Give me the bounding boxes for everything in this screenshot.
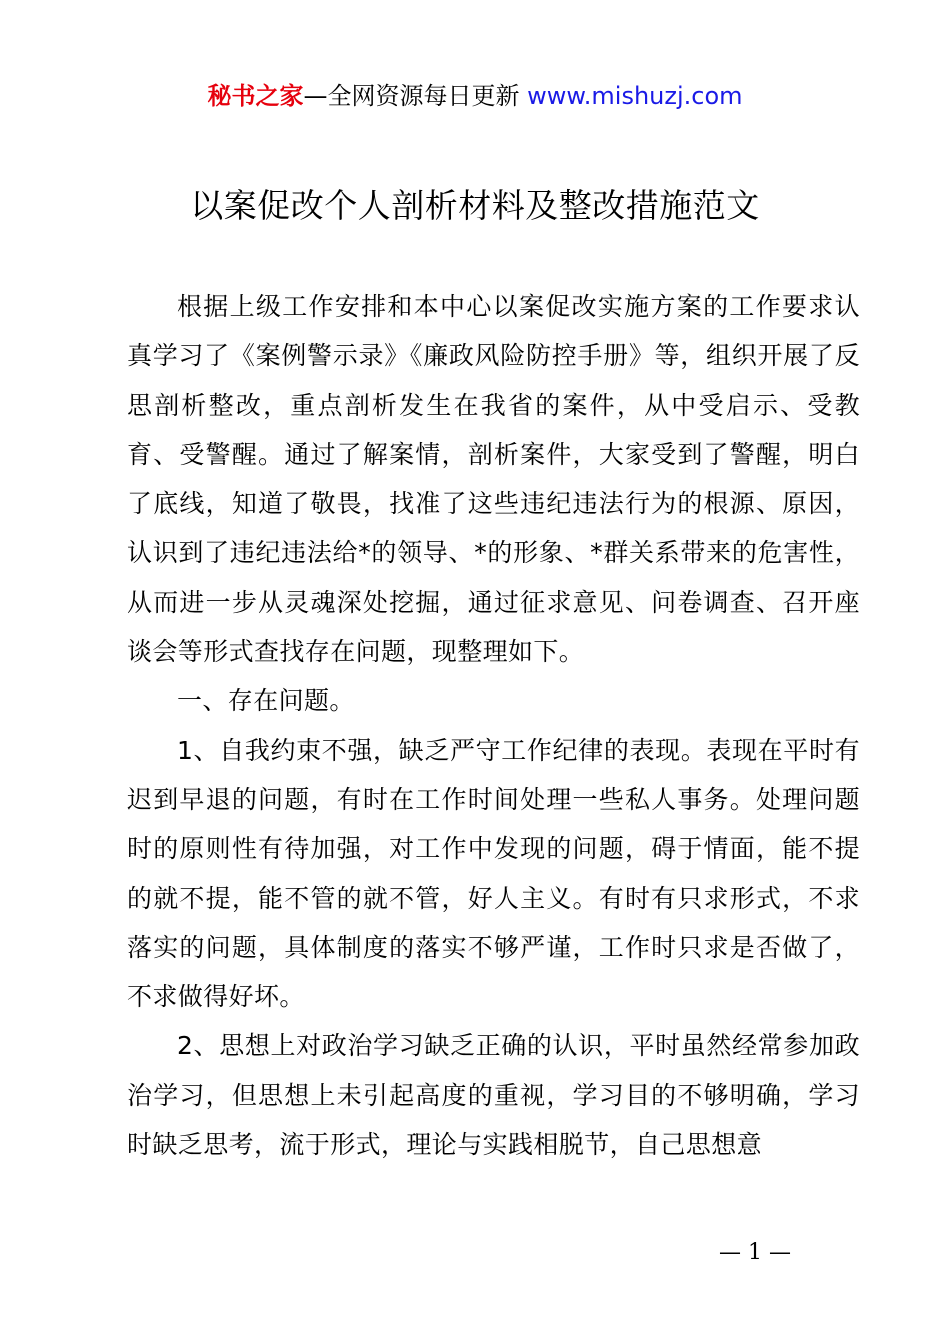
site-brand: 秘书之家 — [207, 82, 304, 110]
document-body — [127, 282, 860, 1169]
section-heading-problems: 一、存在问题。 — [177, 686, 355, 716]
paragraph-problem-2: 2、思想上对政治学习缺乏正确的认识，平时虽然经常参加政治学习，但思想上未引起高度的重视，学习目的不够明确，学习时缺乏思考，流于形式，理论与实践相脱节，自己思想意 — [127, 1031, 860, 1160]
site-tagline: —全网资源每日更新 — [303, 82, 520, 110]
site-url-link[interactable]: www.mishuzj.com — [527, 82, 743, 110]
paragraph-intro: 根据上级工作安排和本中心以案促改实施方案的工作要求认真学习了《案例警示录》《廉政风险防控手册》等，组织开展了反思剖析整改，重点剖析发生在我省的案件，从中受启示、受教育、受警醒。通过了解案情，剖析案件，大家受到了警醒，明白了底线，知道了敬畏，找准了这些违纪违法行为的根源、原因，认识到了违纪违法给*的领导、*的形象、*群关系带来的危害性，从而进一步从灵魂深处挖掘，通过征求意见、问卷调查、召开座谈会等形式查找存在问题，现整理如下。 — [127, 292, 860, 667]
page-number: — 1 — — [719, 1240, 791, 1265]
document-title: 以案促改个人剖析材料及整改措施范文 — [190, 186, 760, 225]
paragraph-problem-1: 1、自我约束不强，缺乏严守工作纪律的表现。表现在平时有迟到早退的问题，有时在工作时间处理一些私人事务。处理问题时的原则性有待加强，对工作中发现的问题，碍于情面，能不提的就不提，能不管的就不管，好人主义。有时有只求形式，不求落实的问题，具体制度的落实不够严谨，工作时只求是否做了，不求做得好坏。 — [127, 735, 860, 1012]
site-header — [0, 80, 950, 112]
